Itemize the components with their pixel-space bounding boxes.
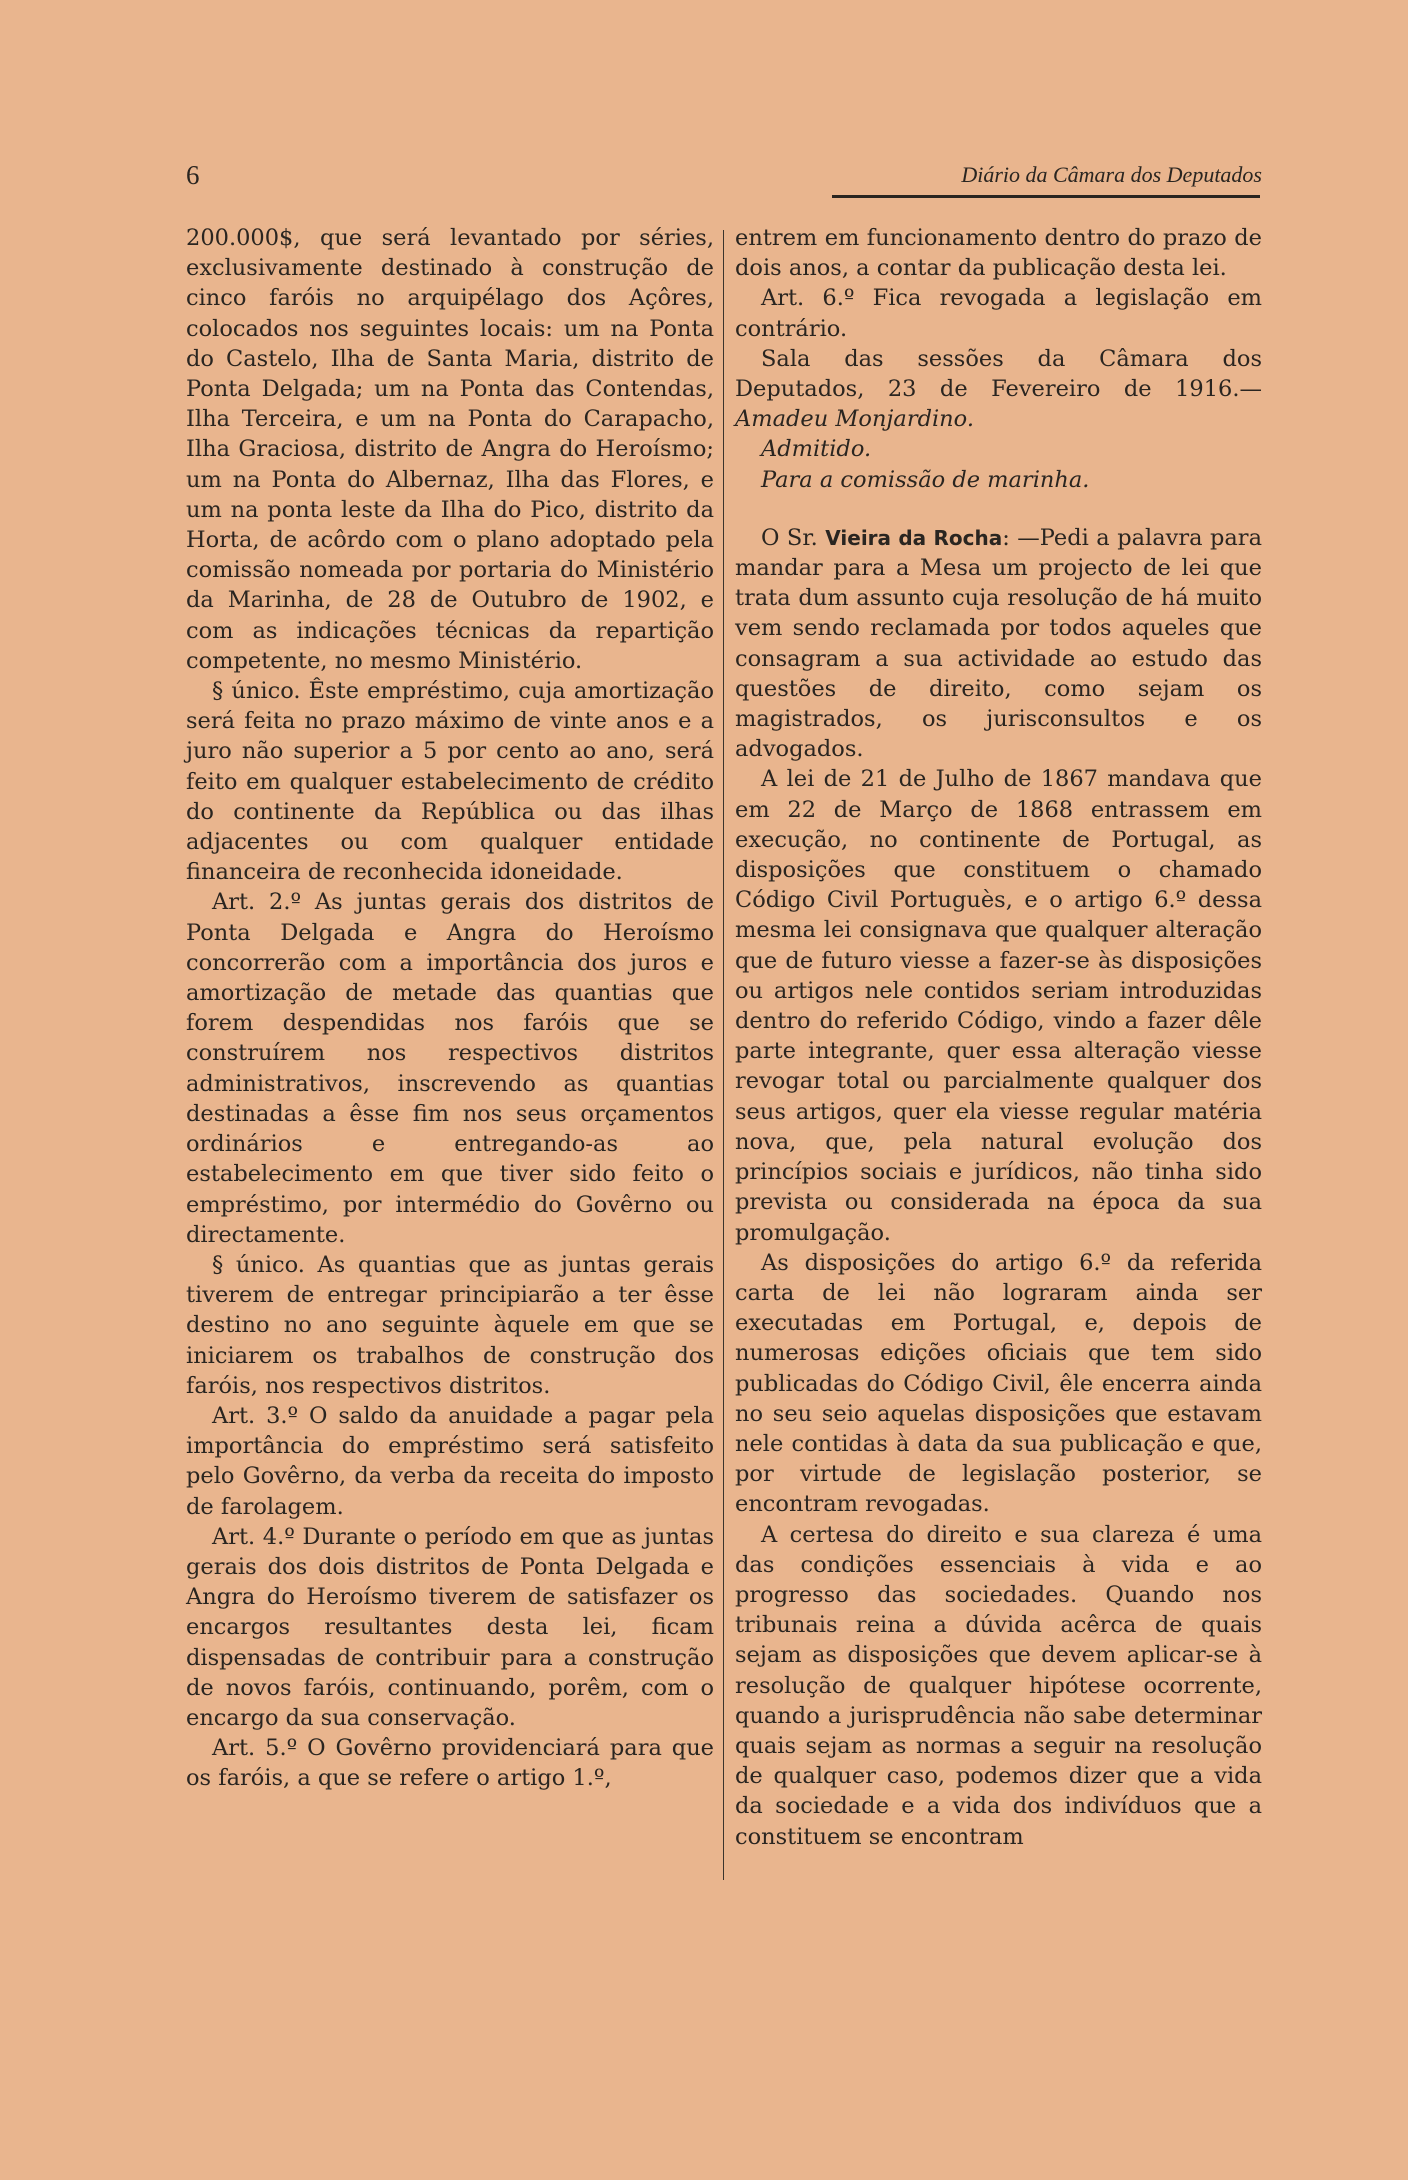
paragraph: § único. As quantias que as juntas gerais tiverem de entregar principiarão a ter êsse destino no ano seguinte àquele em que se iniciarem os trabalhos de construção dos faróis, nos respectivos distritos. — [186, 1251, 714, 1399]
paragraph: 200.000$, que será levantado por séries, exclusivamente destinado à construção de cinco faróis no arquipélago dos Açôres, colocados nos seguintes locais: um na Ponta do Castelo, Ilha de Santa Maria, distrito de Ponta Delgada; um na Ponta das Contendas, Ilha Terceira, e um na Ponta do Carapacho, Ilha Graciosa, distrito de Angra do Heroísmo; um na Ponta do Albernaz, Ilha das Flores, e um na ponta leste da Ilha do Pico, distrito da Horta, de acôrdo com o plano adoptado pela comissão nomeada por portaria do Ministério da Marinha, de 28 de Outubro de 1902, e com as indicações técnicas da repartição competente, no mesmo Ministério. — [186, 225, 714, 674]
committee-note: Para a comissão de marinha. — [761, 466, 1090, 493]
signature-line — [735, 344, 1262, 435]
paragraph: A certesa do direito e sua clareza é uma das condições essenciais à vida e ao progresso das sociedades. Quando nos tribunais reina a dúvida acêrca de quais sejam as disposições que devem aplicar-se à resolução de qualquer hipótese ocorrente, quando a jurisprudência não sabe determinar quais sejam as normas a seguir na resolução de qualquer caso, podemos dizer que a vida da sociedade e a vida dos indivíduos que a constituem se encontram — [735, 1521, 1262, 1850]
paragraph: Art. 3.º O saldo da anuidade a pagar pela importância do empréstimo será satisfeito pelo Govêrno, da verba da receita do imposto de farolagem. — [186, 1402, 714, 1520]
paragraph: As disposições do artigo 6.º da referida carta de lei não lograram ainda ser executadas em Portugal, e, depois de numerosas edições oficiais que tem sido publicadas do Código Civil, êle encerra ainda no seu seio aquelas disposições que estavam nele contidas à data da sua publicação e que, por virtude de legislação posterior, se encontram revogadas. — [735, 1249, 1262, 1518]
column-divider — [723, 230, 724, 1880]
paragraph: Art. 2.º As juntas gerais dos distritos de Ponta Delgada e Angra do Heroísmo concorrerão com a importância dos juros e amortização de metade das quantias que forem despendidas nos faróis que se construírem nos respectivos distritos administrativos, inscrevendo as quantias destinadas a êsse fim nos seus orçamentos ordinários e entregando-as ao estabelecimento em que tiver sido feito o empréstimo, por intermédio do Govêrno ou directamente. — [186, 889, 714, 1248]
left-column — [186, 223, 714, 1794]
admitted-note: Admitido. — [761, 436, 872, 463]
header-rule — [832, 195, 1260, 198]
paragraph: Art. 5.º O Govêrno providenciará para que os faróis, a que se refere o artigo 1.º, — [186, 1735, 714, 1792]
signature-text: Sala das sessões da Câmara dos Deputados, 23 de Fevereiro de 1916.— — [735, 345, 1262, 403]
paragraph: entrem em funcionamento dentro do prazo de dois anos, a contar da publicação desta lei. — [735, 225, 1262, 282]
paragraph: Art. 4.º Durante o período em que as juntas gerais dos dois distritos de Ponta Delgada e Angra do Heroísmo tiverem de satisfazer os encargos resultantes desta lei, ficam dispensadas de contribuir para a construção de novos faróis, continuando, porêm, com o encargo da sua conservação. — [186, 1523, 714, 1731]
page-number: 6 — [186, 160, 200, 190]
speaker-name: Vieira da Rocha — [825, 525, 1003, 550]
signature-name: Amadeu Monjardino. — [735, 406, 974, 433]
running-title: Diário da Câmara dos Deputados — [961, 162, 1262, 187]
paragraph: A lei de 21 de Julho de 1867 mandava que em 22 de Março de 1868 entrassem em execução, no continente de Portugal, as disposições que constituem o chamado Código Civil Portuguès, e o artigo 6.º dessa mesma lei consignava que qualquer alteração que de futuro viesse a fazer-se às disposições ou artigos nele contidos seriam introduzidas dentro do referido Código, vindo a fazer dêle parte integrante, quer essa alteração viesse revogar total ou parcialmente qualquer dos seus artigos, quer ela viesse regular matéria nova, que, pela natural evolução dos princípios sociais e jurídicos, não tinha sido prevista ou considerada na época da sua promulgação. — [735, 766, 1262, 1246]
paragraph: § único. Êste empréstimo, cuja amortização será feita no prazo máximo de vinte anos e a juro não superior a 5 por cento ao ano, será feito em qualquer estabelecimento de crédito do continente da República ou das ilhas adjacentes ou com qualquer entidade financeira de reconhecida idoneidade. — [186, 678, 714, 886]
speech-text: : —Pedi a palavra para mandar para a Mesa um projecto de lei que trata dum assunto cuja resolução de há muito vem sendo reclamada por todos aqueles que consagram a sua actividade ao estudo das questões de direito, como sejam os magistrados, os jurisconsultos e os advogados. — [735, 524, 1262, 763]
speech-opening — [735, 523, 1262, 765]
right-column — [735, 223, 1262, 1852]
speaker-prefix: O Sr. — [761, 524, 826, 551]
paragraph: Art. 6.º Fica revogada a legislação em contrário. — [735, 285, 1262, 342]
